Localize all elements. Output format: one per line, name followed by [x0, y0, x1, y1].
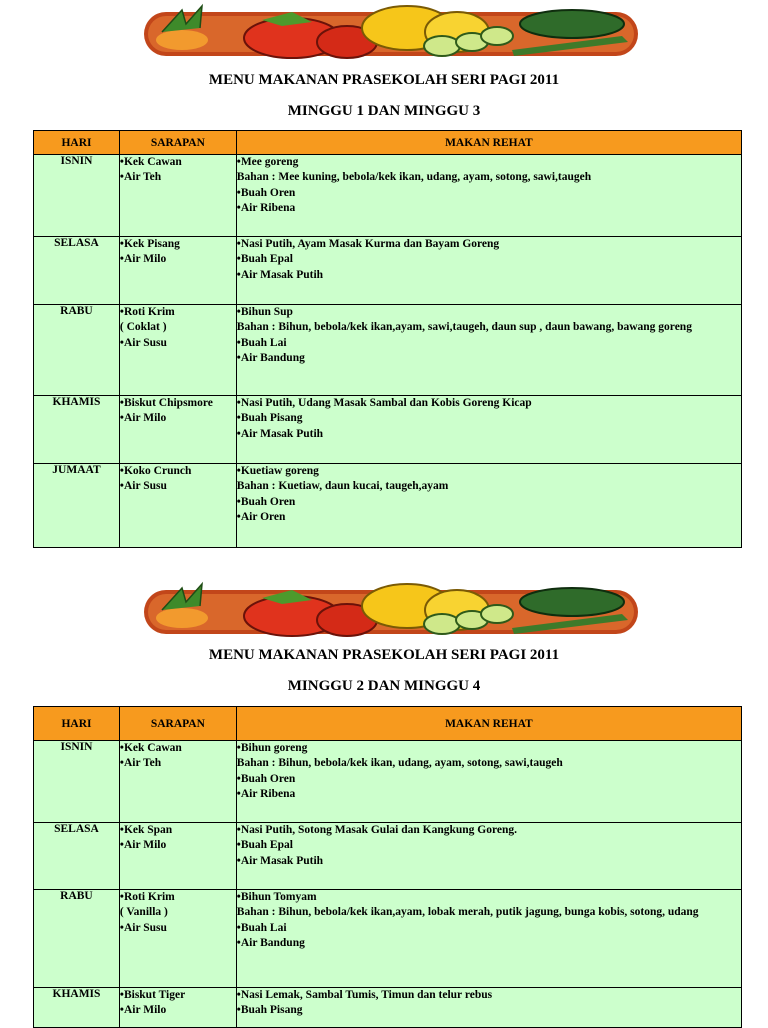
menu-item: •Buah Oren: [236, 772, 296, 785]
menu-item: •Biskut Tiger: [119, 989, 186, 1001]
table-row: [34, 464, 742, 548]
rehat-cell: [236, 396, 741, 464]
menu-item: •Nasi Putih, Udang Masak Sambal dan Kobis Goreng Kicap: [236, 397, 532, 409]
menu-title: MENU MAKANAN PRASEKOLAH SERI PAGI 2011: [208, 72, 560, 88]
menu-item: •Air Masak Putih: [236, 268, 324, 281]
vegetable-banner: [142, 580, 640, 642]
menu-item: •Air Milo: [119, 412, 167, 425]
day-cell: KHAMIS: [34, 988, 120, 1028]
table-row: [34, 396, 742, 464]
sarapan-cell: [119, 890, 236, 988]
sarapan-cell: [119, 823, 236, 890]
header-makan-rehat: MAKAN REHAT: [236, 131, 741, 155]
menu-item: •Air Oren: [236, 510, 286, 523]
table-row: [34, 155, 742, 237]
rehat-cell: [236, 823, 741, 890]
menu-item: •Nasi Putih, Sotong Masak Gulai dan Kangkung Goreng.: [236, 824, 518, 836]
menu-table-week-1-3: [33, 130, 742, 548]
menu-item: •Buah Pisang: [236, 412, 303, 425]
day-cell: SELASA: [34, 237, 120, 305]
menu-item: •Air Susu: [119, 921, 167, 934]
table-header-row: [34, 707, 742, 741]
rehat-cell: [236, 305, 741, 396]
day-cell: SELASA: [34, 823, 120, 890]
menu-item: •Air Ribena: [236, 787, 296, 800]
day-cell: JUMAAT: [34, 464, 120, 548]
table-row: [34, 237, 742, 305]
sarapan-cell: [119, 396, 236, 464]
header-makan-rehat: MAKAN REHAT: [236, 707, 741, 741]
day-cell: ISNIN: [34, 155, 120, 237]
menu-item: •Air Milo: [119, 839, 167, 852]
menu-item: Bahan : Bihun, bebola/kek ikan,ayam, lobak merah, putik jagung, bunga kobis, sotong, udang: [236, 906, 699, 919]
header-hari: HARI: [34, 707, 120, 741]
menu-item: •Air Teh: [119, 171, 162, 184]
menu-item: •Bihun Tomyam: [236, 891, 317, 903]
menu-item: •Roti Krim: [119, 891, 175, 903]
menu-item: ( Vanilla ): [119, 906, 168, 919]
menu-item: Bahan : Bihun, bebola/kek ikan,ayam, sawi,taugeh, daun sup , daun bawang, bawang goreng: [236, 321, 692, 334]
menu-item: •Air Susu: [119, 336, 167, 349]
menu-item: •Air Masak Putih: [236, 427, 324, 440]
menu-item: •Nasi Putih, Ayam Masak Kurma dan Bayam Goreng: [236, 238, 500, 250]
menu-item: Bahan : Kuetiaw, daun kucai, taugeh,ayam: [236, 480, 449, 493]
header-sarapan: SARAPAN: [119, 707, 236, 741]
table-row: [34, 823, 742, 890]
table-row: [34, 988, 742, 1028]
menu-item: •Air Milo: [119, 253, 167, 266]
sarapan-cell: [119, 237, 236, 305]
menu-item: •Buah Epal: [236, 253, 293, 266]
menu-item: •Koko Crunch: [119, 465, 192, 477]
menu-item: •Bihun Sup: [236, 306, 293, 318]
menu-item: •Kuetiaw goreng: [236, 465, 319, 477]
menu-item: •Roti Krim: [119, 306, 175, 318]
menu-item: •Buah Epal: [236, 839, 293, 852]
menu-item: •Kek Cawan: [119, 156, 182, 168]
sarapan-cell: [119, 988, 236, 1028]
table-row: [34, 890, 742, 988]
menu-item: •Kek Pisang: [119, 238, 180, 250]
menu-item: •Buah Lai: [236, 336, 287, 349]
day-cell: RABU: [34, 890, 120, 988]
menu-item: Bahan : Mee kuning, bebola/kek ikan, udang, ayam, sotong, sawi,taugeh: [236, 171, 592, 184]
menu-item: •Kek Span: [119, 824, 173, 836]
menu-item: •Bihun goreng: [236, 742, 308, 754]
menu-item: Bahan : Bihun, bebola/kek ikan, udang, ayam, sotong, sawi,taugeh: [236, 757, 563, 770]
day-cell: ISNIN: [34, 741, 120, 823]
menu-item: •Buah Lai: [236, 921, 287, 934]
menu-item: •Biskut Chipsmore: [119, 397, 213, 409]
menu-item: ( Coklat ): [119, 321, 167, 334]
header-sarapan: SARAPAN: [119, 131, 236, 155]
sarapan-cell: [119, 741, 236, 823]
menu-item: •Air Milo: [119, 1004, 167, 1017]
day-cell: KHAMIS: [34, 396, 120, 464]
week-subtitle: MINGGU 1 DAN MINGGU 3: [287, 103, 481, 119]
rehat-cell: [236, 890, 741, 988]
sarapan-cell: [119, 155, 236, 237]
menu-item: •Air Susu: [119, 480, 167, 493]
menu-item: •Kek Cawan: [119, 742, 182, 754]
menu-item: •Buah Oren: [236, 186, 296, 199]
menu-item: •Air Masak Putih: [236, 854, 324, 867]
menu-title: MENU MAKANAN PRASEKOLAH SERI PAGI 2011: [208, 647, 560, 663]
rehat-cell: [236, 741, 741, 823]
menu-item: •Air Ribena: [236, 201, 296, 214]
rehat-cell: [236, 155, 741, 237]
table-row: [34, 305, 742, 396]
menu-item: •Nasi Lemak, Sambal Tumis, Timun dan telur rebus: [236, 989, 493, 1001]
rehat-cell: [236, 464, 741, 548]
menu-item: •Buah Oren: [236, 495, 296, 508]
menu-item: •Air Teh: [119, 757, 162, 770]
table-row: [34, 741, 742, 823]
rehat-cell: [236, 237, 741, 305]
table-header-row: [34, 131, 742, 155]
vegetable-banner: [142, 2, 640, 64]
sarapan-cell: [119, 464, 236, 548]
menu-item: •Mee goreng: [236, 156, 299, 168]
sarapan-cell: [119, 305, 236, 396]
menu-item: •Air Bandung: [236, 936, 305, 949]
menu-item: •Air Bandung: [236, 351, 305, 364]
rehat-cell: [236, 988, 741, 1028]
menu-table-week-2-4: [33, 706, 742, 1028]
menu-item: •Buah Pisang: [236, 1004, 303, 1017]
week-subtitle: MINGGU 2 DAN MINGGU 4: [287, 678, 481, 694]
header-hari: HARI: [34, 131, 120, 155]
day-cell: RABU: [34, 305, 120, 396]
